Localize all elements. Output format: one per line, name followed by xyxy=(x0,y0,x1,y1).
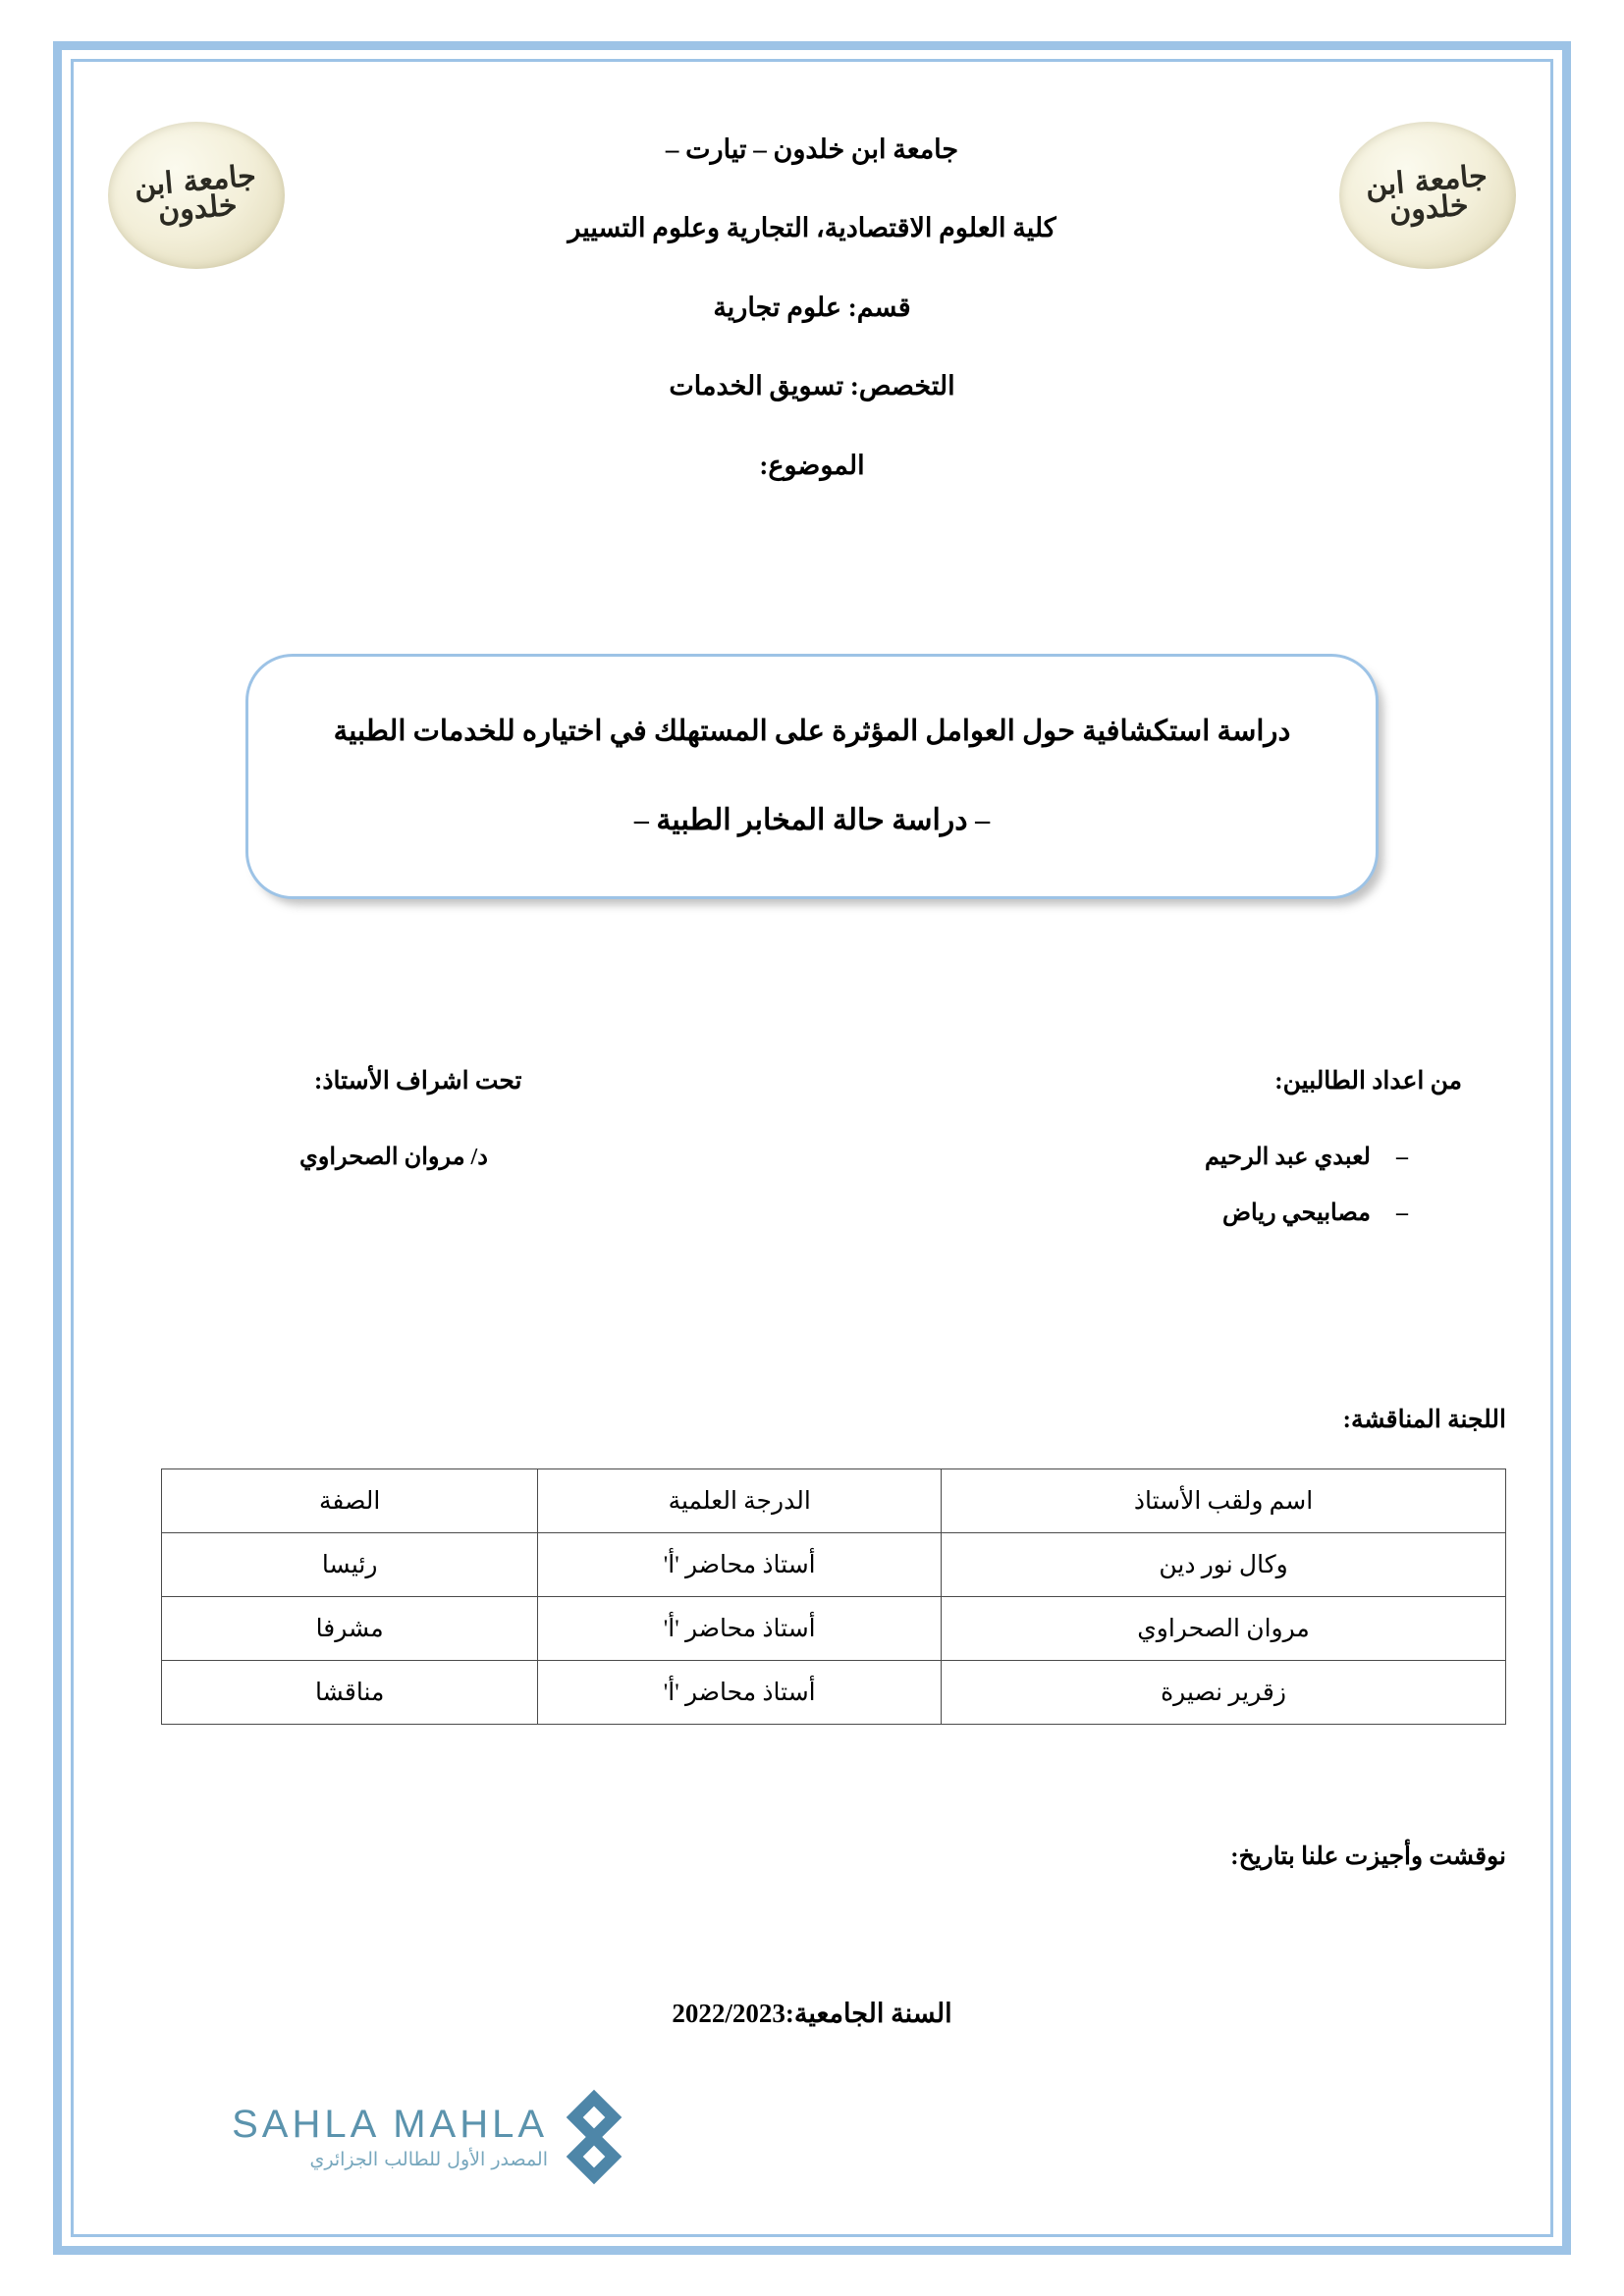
university-logo-right xyxy=(1339,122,1516,269)
authors-body xyxy=(118,1143,1506,1255)
faculty-name: كلية العلوم الاقتصادية، التجارية وعلوم التسيير xyxy=(568,213,1056,243)
table-row xyxy=(162,1597,1506,1661)
document-header xyxy=(314,132,1310,483)
defense-date-label: نوقشت وأجيزت علنا بتاريخ: xyxy=(1230,1843,1506,1870)
university-logo-left-label: جامعة ابن خلدون xyxy=(133,158,258,230)
cell-degree: أستاذ محاضر 'أ' xyxy=(538,1661,942,1725)
department-name: قسم: علوم تجارية xyxy=(713,292,911,322)
column-header-degree: الدرجة العلمية xyxy=(538,1469,942,1533)
sahla-mahla-text xyxy=(232,2104,548,2170)
page-content xyxy=(88,75,1536,2221)
cell-role: مناقشا xyxy=(162,1661,538,1725)
cell-degree: أستاذ محاضر 'أ' xyxy=(538,1597,942,1661)
cell-name: وكال نور دين xyxy=(942,1533,1506,1597)
authors-headings xyxy=(118,1066,1506,1095)
table-row xyxy=(162,1533,1506,1597)
thesis-title-box xyxy=(245,654,1379,899)
cell-name: مروان الصحراوي xyxy=(942,1597,1506,1661)
university-seal-icon xyxy=(1339,122,1516,269)
university-name: جامعة ابن خلدون – تيارت – xyxy=(665,134,959,164)
committee-table xyxy=(161,1468,1506,1725)
cell-degree: أستاذ محاضر 'أ' xyxy=(538,1533,942,1597)
bullet-dash-icon: – xyxy=(1396,1145,1408,1170)
committee-label: اللجنة المناقشة: xyxy=(1342,1407,1506,1433)
subject-label: الموضوع: xyxy=(759,450,865,480)
list-item xyxy=(1205,1199,1408,1227)
authors-section xyxy=(118,1066,1506,1255)
supervisor-label: تحت اشراف الأستاذ: xyxy=(314,1068,522,1095)
column-header-role: الصفة xyxy=(162,1469,538,1533)
cell-name: زقرير نصيرة xyxy=(942,1661,1506,1725)
sahla-mahla-diamond-icon xyxy=(560,2096,628,2178)
university-seal-icon xyxy=(108,122,285,269)
sahla-mahla-watermark xyxy=(118,2078,628,2196)
cell-role: رئيسا xyxy=(162,1533,538,1597)
university-logo-right-label: جامعة ابن خلدون xyxy=(1364,158,1489,230)
table-row xyxy=(162,1661,1506,1725)
table-header-row xyxy=(162,1469,1506,1533)
student-name: لعبدي عبد الرحيم xyxy=(1205,1145,1371,1170)
academic-year: السنة الجامعية:2022/2023 xyxy=(672,1999,952,2028)
column-header-name: اسم ولقب الأستاذ xyxy=(942,1469,1506,1533)
student-name: مصابيحي رياض xyxy=(1222,1201,1371,1226)
university-logo-left xyxy=(108,122,285,269)
bullet-dash-icon: – xyxy=(1396,1201,1408,1226)
thesis-title-sub: – دراسة حالة المخابر الطبية – xyxy=(633,804,991,837)
list-item xyxy=(1205,1143,1408,1171)
students-list xyxy=(1205,1143,1506,1255)
supervisor-name: د/ مروان الصحراوي xyxy=(299,1145,488,1170)
thesis-title-main: دراسة استكشافية حول العوامل المؤثرة على المستهلك في اختياره للخدمات الطبية xyxy=(333,715,1291,747)
sahla-mahla-subtitle: المصدر الأول للطالب الجزائري xyxy=(309,2149,548,2170)
sahla-mahla-title: SAHLA MAHLA xyxy=(232,2103,548,2146)
students-label: من اعداد الطالبين: xyxy=(1274,1068,1462,1095)
cell-role: مشرفا xyxy=(162,1597,538,1661)
specialty-name: التخصص: تسويق الخدمات xyxy=(669,371,955,401)
